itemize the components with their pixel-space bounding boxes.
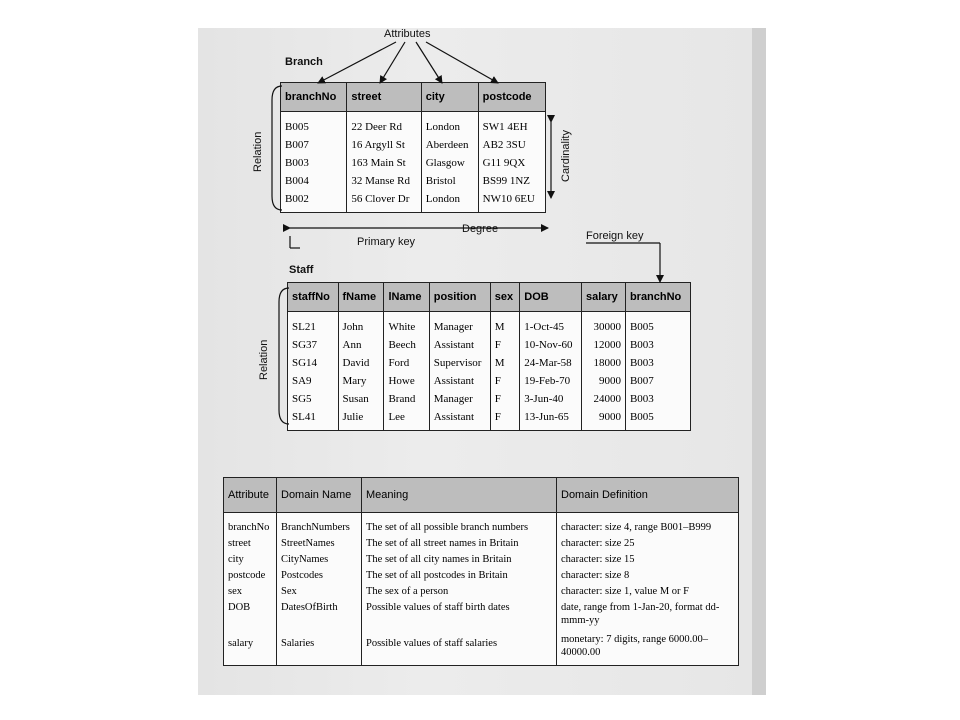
cell: Assistant <box>429 372 490 390</box>
cell: F <box>490 372 519 390</box>
cell: B003 <box>625 354 690 372</box>
cell: 24-Mar-58 <box>520 354 582 372</box>
cell: 22 Deer Rd <box>347 112 421 137</box>
cell: Possible values of staff salaries <box>362 627 557 666</box>
staff-col-branchno: branchNo <box>625 283 690 312</box>
branch-col-branchno: branchNo <box>281 83 347 112</box>
cell: SA9 <box>288 372 339 390</box>
branch-col-street: street <box>347 83 421 112</box>
cell: BranchNumbers <box>277 513 362 535</box>
cell: Sex <box>277 582 362 598</box>
cell: NW10 6EU <box>478 190 545 213</box>
branch-col-city: city <box>421 83 478 112</box>
domain-col-attribute: Attribute <box>224 478 277 513</box>
cell: character: size 1, value M or F <box>557 582 739 598</box>
cell: David <box>338 354 384 372</box>
cell: Julie <box>338 408 384 431</box>
cell: DatesOfBirth <box>277 598 362 627</box>
cell: G11 9QX <box>478 154 545 172</box>
cell: date, range from 1-Jan-20, format dd-mmm-yy <box>557 598 739 627</box>
cell: Possible values of staff birth dates <box>362 598 557 627</box>
staff-col-salary: salary <box>581 283 625 312</box>
primary-key-label: Primary key <box>357 236 416 248</box>
cell: B007 <box>281 136 347 154</box>
cell: street <box>224 534 277 550</box>
cell: Mary <box>338 372 384 390</box>
cell: Howe <box>384 372 429 390</box>
cell: Salaries <box>277 627 362 666</box>
cell: Ann <box>338 336 384 354</box>
domain-col-domain-name: Domain Name <box>277 478 362 513</box>
staff-relation-bracket <box>279 288 289 424</box>
cell: 16 Argyll St <box>347 136 421 154</box>
cell: Lee <box>384 408 429 431</box>
cell: John <box>338 312 384 337</box>
cell: city <box>224 550 277 566</box>
cell: 10-Nov-60 <box>520 336 582 354</box>
cell: The set of all city names in Britain <box>362 550 557 566</box>
cell: M <box>490 312 519 337</box>
cell: SL21 <box>288 312 339 337</box>
attribute-arrow-city <box>416 42 442 83</box>
branch-relation-label: Relation <box>252 131 264 172</box>
staff-col-staffno: staffNo <box>288 283 339 312</box>
cell: 56 Clover Dr <box>347 190 421 213</box>
cell: AB2 3SU <box>478 136 545 154</box>
cell: Susan <box>338 390 384 408</box>
cell: White <box>384 312 429 337</box>
cell: Beech <box>384 336 429 354</box>
cell: 1-Oct-45 <box>520 312 582 337</box>
cell: SW1 4EH <box>478 112 545 137</box>
staff-col-lname: lName <box>384 283 429 312</box>
cell: character: size 8 <box>557 566 739 582</box>
staff-col-dob: DOB <box>520 283 582 312</box>
attributes-label: Attributes <box>384 28 431 40</box>
staff-relation-label: Relation <box>258 339 270 380</box>
cell: B005 <box>625 312 690 337</box>
cell: 24000 <box>581 390 625 408</box>
cell: 9000 <box>581 408 625 431</box>
cell: The sex of a person <box>362 582 557 598</box>
cell: The set of all postcodes in Britain <box>362 566 557 582</box>
foreign-key-label: Foreign key <box>586 230 644 242</box>
cell: monetary: 7 digits, range 6000.00–40000.00 <box>557 627 739 666</box>
cell: B002 <box>281 190 347 213</box>
branch-relation-bracket <box>272 86 282 210</box>
cell: F <box>490 336 519 354</box>
branch-col-postcode: postcode <box>478 83 545 112</box>
domain-col-definition: Domain Definition <box>557 478 739 513</box>
staff-col-sex: sex <box>490 283 519 312</box>
cell: 30000 <box>581 312 625 337</box>
cell: Manager <box>429 312 490 337</box>
cell: Aberdeen <box>421 136 478 154</box>
cell: London <box>421 112 478 137</box>
cell: London <box>421 190 478 213</box>
cell: Glasgow <box>421 154 478 172</box>
staff-col-fname: fName <box>338 283 384 312</box>
cell: M <box>490 354 519 372</box>
branch-label: Branch <box>285 56 323 68</box>
cardinality-label: Cardinality <box>560 130 572 182</box>
cell: StreetNames <box>277 534 362 550</box>
cell: SG14 <box>288 354 339 372</box>
cell: 3-Jun-40 <box>520 390 582 408</box>
cell: branchNo <box>224 513 277 535</box>
cell: F <box>490 408 519 431</box>
cell: SG5 <box>288 390 339 408</box>
cell: B003 <box>625 336 690 354</box>
cell: B005 <box>625 408 690 431</box>
cell: Manager <box>429 390 490 408</box>
cell: 9000 <box>581 372 625 390</box>
cell: Brand <box>384 390 429 408</box>
cell: Supervisor <box>429 354 490 372</box>
cell: B005 <box>281 112 347 137</box>
cell: CityNames <box>277 550 362 566</box>
cell: BS99 1NZ <box>478 172 545 190</box>
cell: B004 <box>281 172 347 190</box>
cell: Assistant <box>429 408 490 431</box>
degree-label: Degree <box>462 223 499 235</box>
staff-col-position: position <box>429 283 490 312</box>
cell: F <box>490 390 519 408</box>
cell: Ford <box>384 354 429 372</box>
attribute-arrow-postcode <box>426 42 498 83</box>
cell: 12000 <box>581 336 625 354</box>
staff-label: Staff <box>289 264 314 276</box>
cell: DOB <box>224 598 277 627</box>
cell: The set of all street names in Britain <box>362 534 557 550</box>
cell: 13-Jun-65 <box>520 408 582 431</box>
cell: SG37 <box>288 336 339 354</box>
cell: postcode <box>224 566 277 582</box>
cell: Postcodes <box>277 566 362 582</box>
cell: 19-Feb-70 <box>520 372 582 390</box>
cell: character: size 4, range B001–B999 <box>557 513 739 535</box>
cell: B007 <box>625 372 690 390</box>
cell: character: size 25 <box>557 534 739 550</box>
cell: 18000 <box>581 354 625 372</box>
cell: SL41 <box>288 408 339 431</box>
cell: Bristol <box>421 172 478 190</box>
cell: salary <box>224 627 277 666</box>
cell: B003 <box>625 390 690 408</box>
cell: sex <box>224 582 277 598</box>
domain-col-meaning: Meaning <box>362 478 557 513</box>
cell: 163 Main St <box>347 154 421 172</box>
cell: The set of all possible branch numbers <box>362 513 557 535</box>
cell: 32 Manse Rd <box>347 172 421 190</box>
cell: B003 <box>281 154 347 172</box>
cell: character: size 15 <box>557 550 739 566</box>
cell: Assistant <box>429 336 490 354</box>
